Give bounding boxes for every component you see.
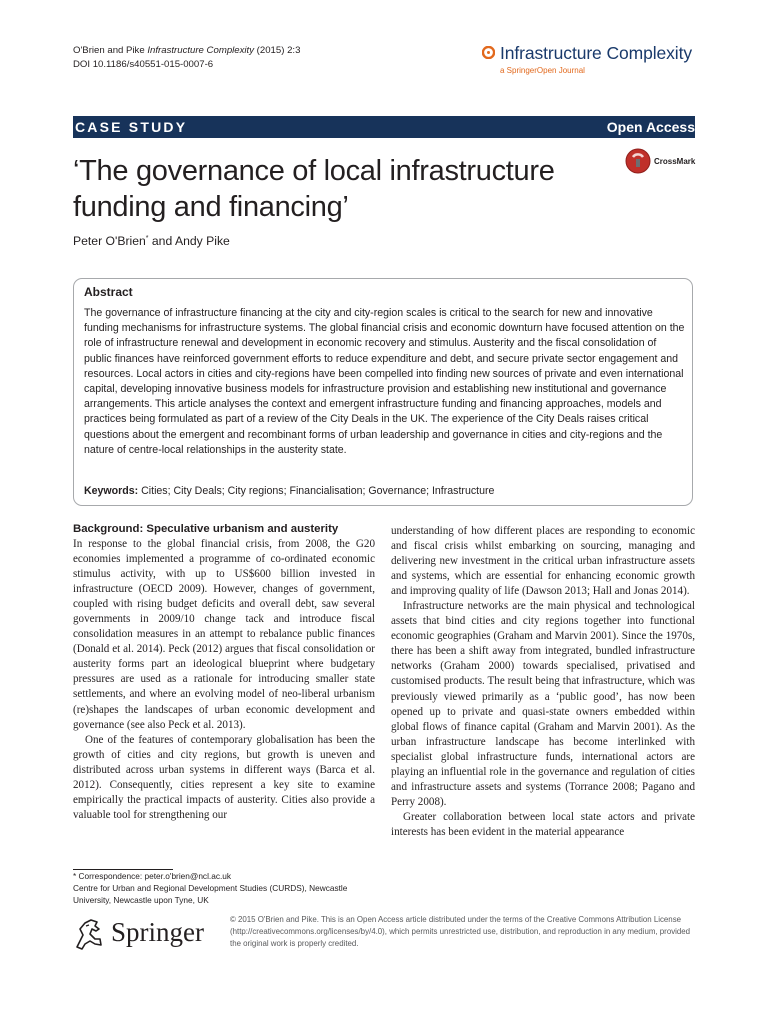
body-column-right bbox=[391, 524, 695, 840]
keywords-label: Keywords: bbox=[84, 485, 139, 497]
body-column-left bbox=[73, 521, 375, 823]
keywords-line bbox=[84, 485, 684, 497]
journal-logo-icon bbox=[482, 46, 495, 59]
corresponding-author-mark: * bbox=[145, 234, 149, 242]
keywords-list: Cities; City Deals; City regions; Financialisation; Governance; Infrastructure bbox=[138, 485, 495, 497]
article-title bbox=[73, 153, 593, 225]
crossmark-badge[interactable] bbox=[625, 148, 696, 179]
paragraph: understanding of how different places are responding to economic and fiscal crisis whilst embarking on sourcing, managing and delivering new investment in the critical urban infrastructure assets and systems, which are essential for enhancing economic growth and improving quality of life (Dawson 2013; Hall and Jonas 2014). bbox=[391, 525, 695, 598]
citation-year-volume: (2015) 2:3 bbox=[254, 45, 301, 56]
paragraph: In response to the global financial crisis, from 2008, the G20 economies implemented a programme of co-ordinated economic stimulus activity, with up to US$600 billion invested in infrastructure (OECD 2009). However, changes of government, coupled with rising budget deficits and overall debt, saw several governments in 2009/10 change tack and introduce fiscal consolidation measures in an attempt to rebalance public finances (Donald et al. 2014). Peck (2012) argues that fiscal consolidation or austerity forms part an ideological blueprint where budgetary pressures are used as a rationale for introducing smaller state settlements, and where an evolving model of neo-liberal urbanism (re)shapes the landscapes of urban economic development and governance (see also Peck et al. 2013). bbox=[73, 538, 375, 731]
author-affiliation: Centre for Urban and Regional Development Studies (CURDS), Newcastle University, Newcastle upon Tyne, UK bbox=[73, 883, 348, 905]
crossmark-label: CrossMark bbox=[654, 157, 696, 166]
correspondence-footnote bbox=[73, 870, 373, 906]
paragraph: Greater collaboration between local state actors and private interests has been evident in the material appearance bbox=[391, 810, 695, 838]
section-heading: Background: Speculative urbanism and austerity bbox=[73, 523, 339, 535]
citation-authors: O'Brien and Pike bbox=[73, 45, 145, 56]
journal-title: Infrastructure Complexity bbox=[500, 43, 693, 63]
springer-logo[interactable] bbox=[73, 917, 204, 956]
correspondence-email[interactable]: * Correspondence: peter.o'brien@ncl.ac.uk bbox=[73, 871, 232, 881]
article-title-line-2: funding and financing’ bbox=[73, 191, 349, 223]
article-type-label: CASE STUDY bbox=[75, 119, 188, 135]
citation-doi[interactable]: DOI 10.1186/s40551-015-0007-6 bbox=[73, 59, 214, 70]
author-1[interactable]: Peter O'Brien bbox=[73, 234, 146, 248]
springer-wordmark: Springer bbox=[111, 917, 204, 947]
open-access-label: Open Access bbox=[606, 119, 695, 135]
abstract-heading: Abstract bbox=[84, 285, 133, 299]
springer-horse-icon bbox=[73, 917, 105, 951]
article-title-line-1: ‘The governance of local infrastructure bbox=[73, 155, 555, 187]
journal-subtitle: a SpringerOpen Journal bbox=[500, 66, 585, 75]
paragraph: One of the features of contemporary globalisation has been the growth of cities and city regions, but growth is uneven and distributed across urban systems in different ways (Barca et al. 2012). Consequently, cities represent a key site to examine empirically the practical impacts of austerity. Cities also provide a valuable tool for strengthening our bbox=[73, 733, 375, 821]
article-citation bbox=[73, 44, 300, 72]
abstract-text: The governance of infrastructure financing at the city and city-region scales is critical to the search for new and innovative funding mechanisms for infrastructure systems. The global financial crisis and economic downturn have focused attention on the role of infrastructure renewal and development in economic recovery and stimulus. Austerity and the fiscal consolidation of public finances have reinforced government efforts to reduce expenditure and debt, and secure private sector engagement and resources. Local actors in cities and city-regions have been compelled into finding new sources of private and even international capital, developing innovative business models for infrastructure provision and establishing new institutional and governance arrangements. This article analyses the context and emergent infrastructure funding and financing approaches, models and practices being formulated as part of a review of the City Deals in the UK. The experience of the City Deals raises critical questions about the emergent and recombinant forms of urban leadership and governance in cities and city-regions and the nature of centre-local relationships in the austerity state. bbox=[84, 307, 685, 456]
crossmark-icon bbox=[625, 148, 651, 174]
author-list bbox=[73, 234, 230, 248]
citation-journal: Infrastructure Complexity bbox=[147, 45, 255, 56]
paragraph: Infrastructure networks are the main physical and technological assets that bind cities and city regions together into functional economic geographies (Graham and Marvin 2001). Since the 1970s, there has been a shift away from integrated, bundled infrastructure networks (Graham 2000) towards specialised, privatised and customised products. The result being that infrastructure, which was previously viewed primarily as a ‘public good’, has now been opened up to private and quasi-state owners embedded within global flows of finance capital (Graham and Marvin 2001). As the urban infrastructure landscape has become interlinked with specialist global infrastructure funds, international actors are playing an influential role in the governance and regulation of cities and infrastructure assets and systems (Torrance 2008; Pagano and Perry 2008). bbox=[391, 600, 695, 808]
license-notice: © 2015 O'Brien and Pike. This is an Open Access article distributed under the terms of the Creative Commons Attribution License (http://creativecommons.org/licenses/by/4.0), which permits unrestricted use, distribution, and reproduction in any medium, provided the original work is properly credited. bbox=[230, 915, 691, 949]
author-2[interactable]: and Andy Pike bbox=[148, 234, 230, 248]
